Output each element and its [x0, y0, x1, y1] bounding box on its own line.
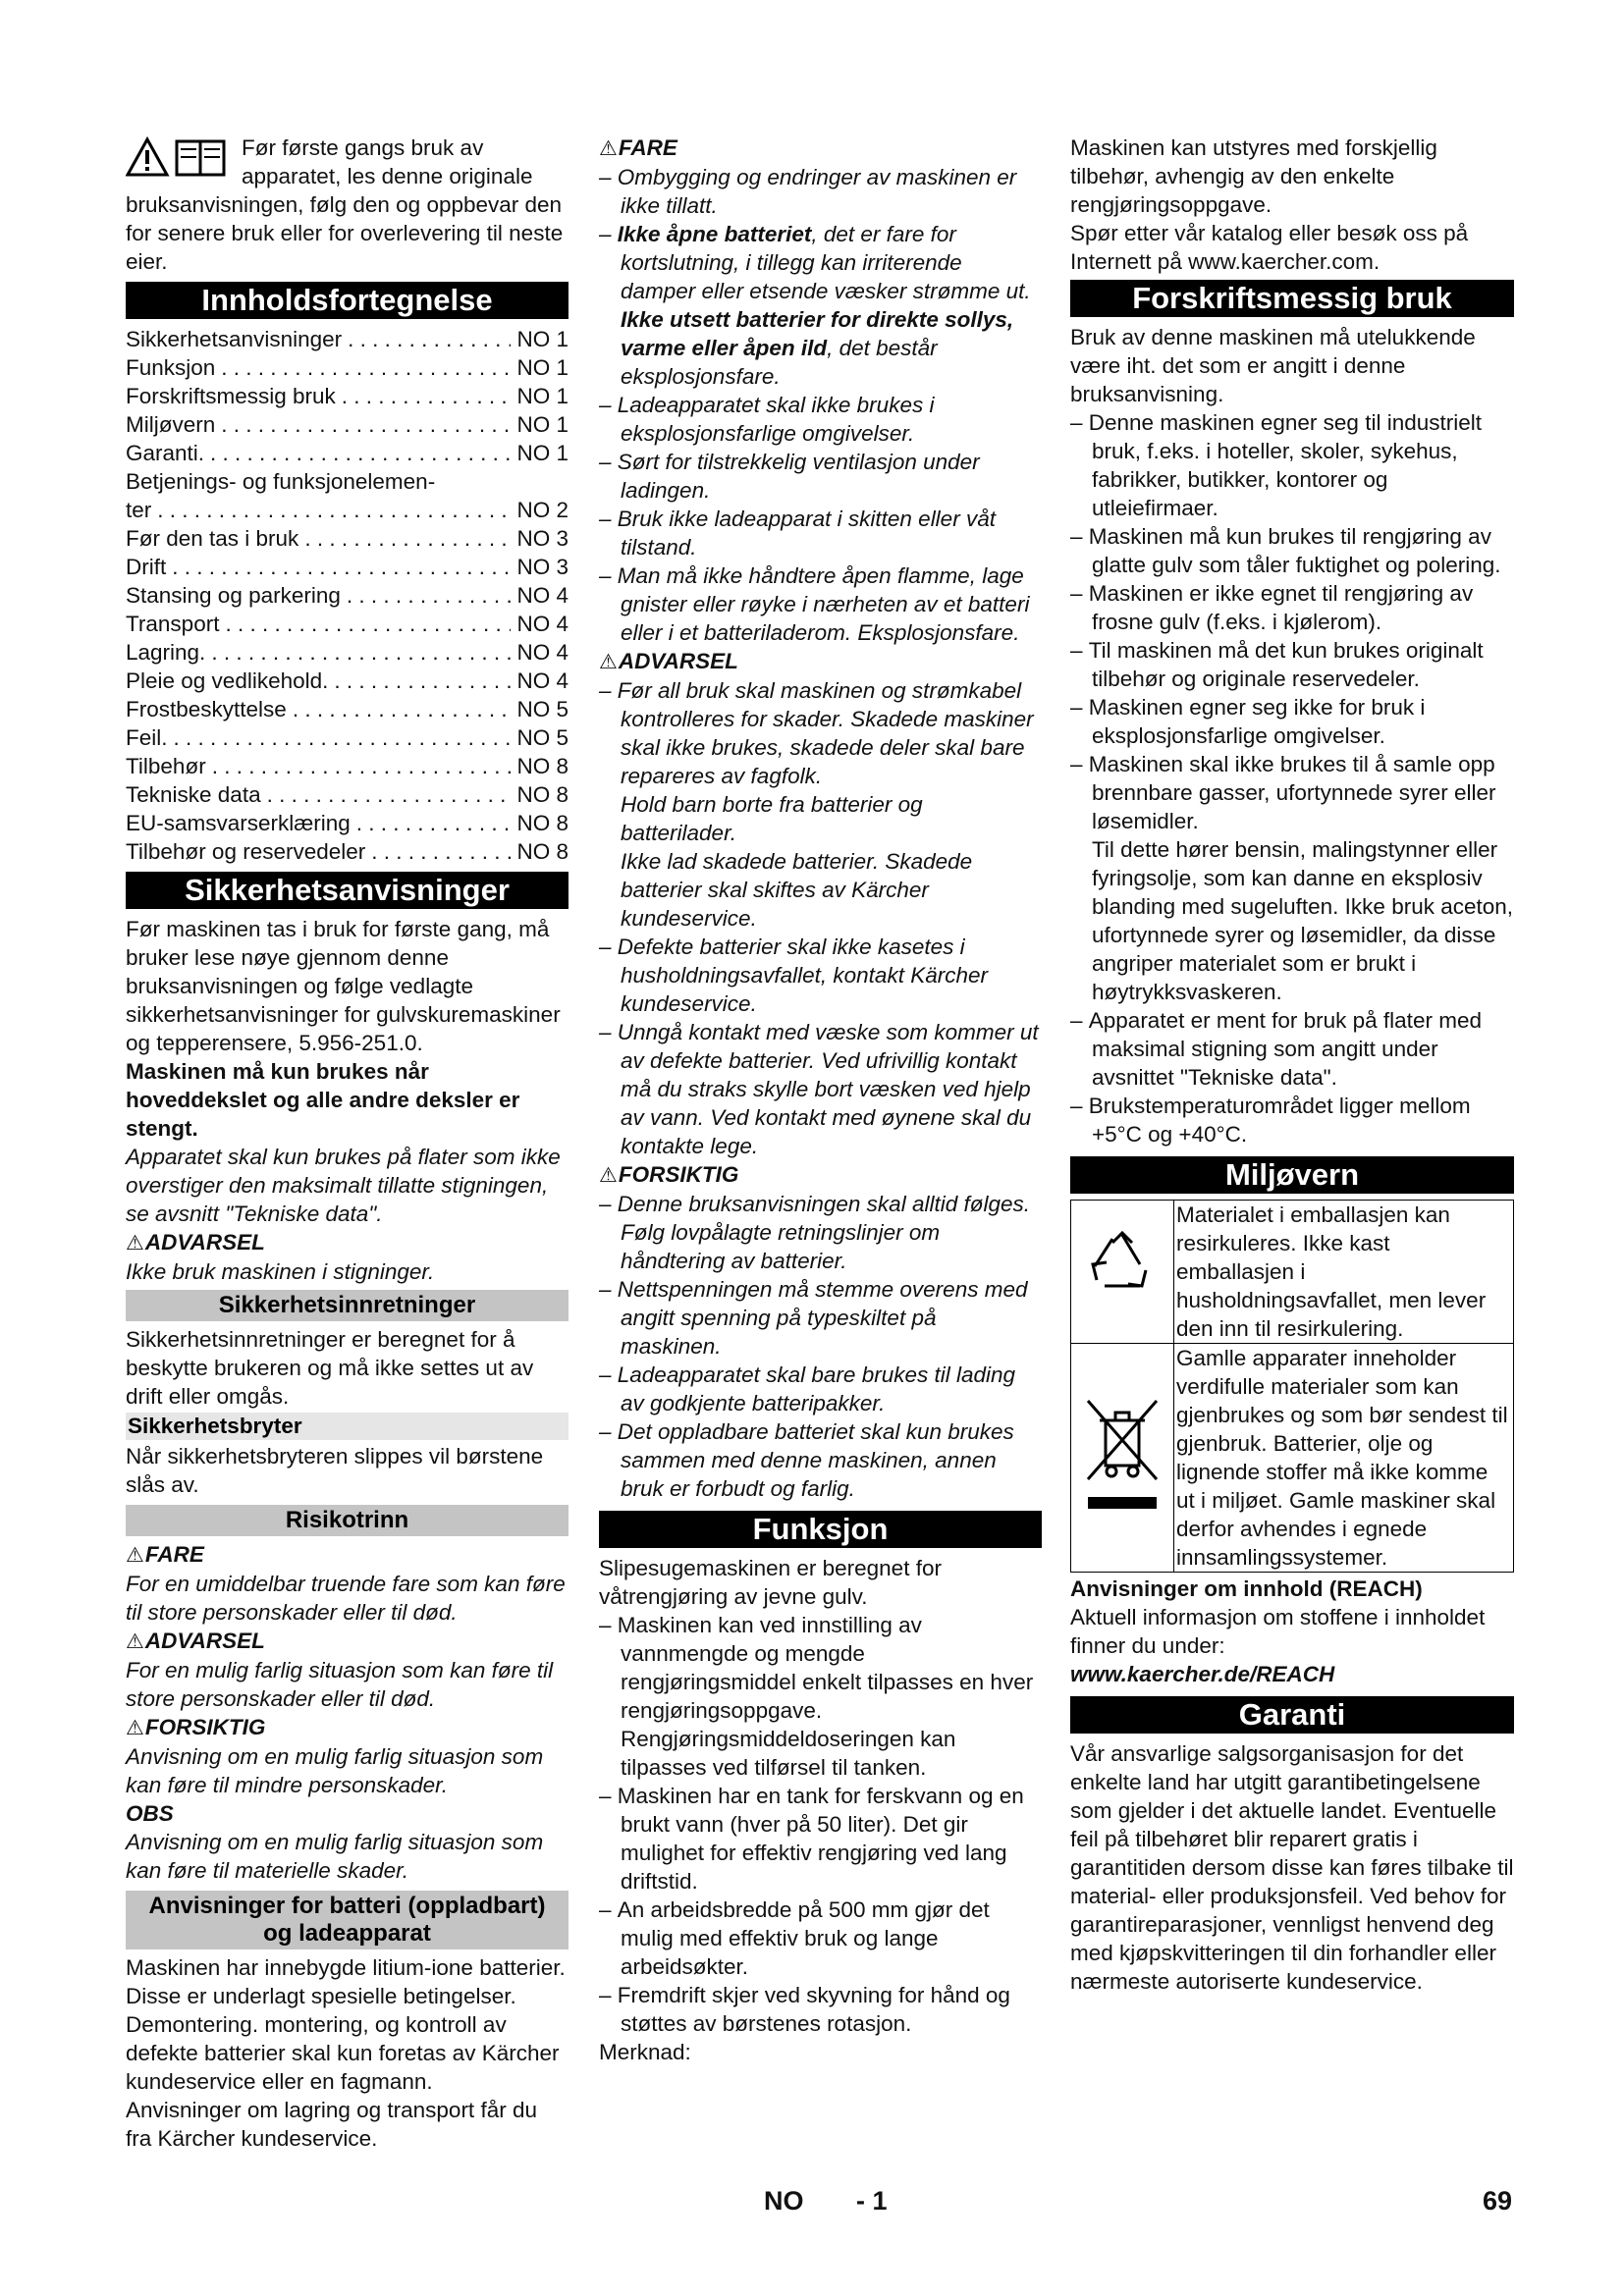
battery-title-line2: og ladeapparat [263, 1920, 431, 1947]
risk-text-obs: Anvisning om en mulig farlig situasjon som kan føre til materielle skader. [126, 1830, 544, 1883]
forsiktig-list [599, 1190, 1042, 1503]
fare-list [599, 163, 1042, 647]
toc-page: NO 1 [516, 441, 568, 465]
recycle-icon-cell [1071, 1201, 1174, 1344]
toc-page: NO 1 [516, 412, 568, 437]
toc-label: ter [126, 498, 152, 522]
list-item: – Nettspenningen må stemme overens med angitt spenning på typeskiltet på maskinen. [599, 1275, 1042, 1361]
use-item-5-extra: Til dette hører bensin, malingstynner eller fyringsolje, som kan danne en eksplosiv blanding med sugeluften. Ikke bruk aceton, ufortynnede syrer og løsemidler, da disse angriper materialet som er brukt i høytrykksvaskeren. [1092, 837, 1514, 1004]
list-item: – Brukstemperaturområdet ligger mellom +5°C og +40°C. [1070, 1092, 1514, 1148]
toc-page: NO 4 [516, 583, 568, 608]
toc-row[interactable] [126, 524, 568, 553]
bin-icon-cell [1071, 1344, 1174, 1573]
column-3 [1070, 133, 1514, 1996]
fare-label: ⚠ FARE [599, 133, 1042, 163]
battery-title [126, 1891, 568, 1949]
list-item: – Apparatet er ment for bruk på flater med maksimal stigning som angitt under avsnittet "Tekniske data". [1070, 1006, 1514, 1092]
battery-p2: Anvisninger om lagring og transport får du fra Kärcher kundeservice. [126, 2098, 537, 2151]
list-item: – Maskinen har en tank for ferskvann og en brukt vann (hver på 50 liter). Det gir mulighet for effektiv rengjøring ved lang driftstid. [599, 1782, 1042, 1896]
toc-leader [221, 410, 511, 439]
toc-label: Transport [126, 612, 220, 636]
toc-row[interactable] [126, 439, 568, 467]
toc-row[interactable] [126, 667, 568, 695]
toc-leader [211, 638, 511, 667]
toc-leader [212, 752, 512, 780]
column-2 [599, 133, 1042, 2066]
toc-leader [371, 837, 511, 866]
toc-label: Betjenings- og funksjonelemen- [126, 469, 436, 494]
toc-leader [293, 695, 512, 723]
toc-page: NO 8 [516, 782, 568, 807]
intro-text: Før første gangs bruk av apparatet, les denne originale bruksanvisningen, følg den og oppbevar den for senere bruk eller for overlevering til neste eier. [126, 135, 564, 274]
toc-label: Miljøvern [126, 412, 216, 437]
toc-label: Lagring. [126, 640, 206, 665]
list-item: – Sørt for tilstrekkelig ventilasjon under ladingen. [599, 448, 1042, 505]
adv-first: Før all bruk skal maskinen og strømkabel kontrolleres for skader. Skadede maskiner skal ikke brukes, skadede deler skal bare repareres av fagfolk. [617, 678, 1034, 788]
battery-p1: Maskinen har innebygde litium-ione batterier. Disse er underlagt spesielle betingelser. Demontering. montering, og kontroll av defekte batterier skal kun foretas av Kärcher kundeservice eller en fagmann. [126, 1955, 566, 2094]
funksjon-note: Merknad: [599, 2040, 691, 2064]
toc-leader [221, 353, 511, 382]
list-item: – Maskinen må kun brukes til rengjøring av glatte gulv som tåler fuktighet og polering. [1070, 522, 1514, 579]
toc-leader [348, 325, 511, 353]
safety-p2: Maskinen må kun brukes når hoveddekslet og alle andre deksler er stengt. [126, 1059, 520, 1141]
table-row [1071, 1344, 1514, 1573]
list-item: – Til maskinen må det kun brukes originalt tilbehør og originale reservedeler. [1070, 636, 1514, 693]
list-item: – Maskinen egner seg ikke for bruk i eksplosjonsfarlige omgivelser. [1070, 693, 1514, 750]
list-item: – Ombygging og endringer av maskinen er ikke tillatt. [599, 163, 1042, 220]
toc-label: Stansing og parkering [126, 583, 341, 608]
list-item: – Ladeapparatet skal bare brukes til lading av godkjente batteripakker. [599, 1361, 1042, 1417]
toc-leader [356, 809, 512, 837]
toc-row[interactable] [126, 410, 568, 439]
devices-title: Sikkerhetsinnretninger [126, 1290, 568, 1321]
risk-label-obs: OBS [126, 1801, 174, 1826]
toc-label: Forskriftsmessig bruk [126, 384, 336, 408]
toc-label: Garanti. [126, 441, 205, 465]
devices-text: Sikkerhetsinnretninger er beregnet for å beskytte brukeren og må ikke settes ut av drift eller omgås. [126, 1327, 534, 1409]
crossed-bin-icon [1078, 1391, 1166, 1519]
recycle-icon [1083, 1229, 1162, 1308]
risk-label-forsiktig: ⚠ FORSIKTIG [126, 1713, 568, 1742]
use-item-5: Maskinen skal ikke brukes til å samle opp brennbare gasser, ufortynnede syrer eller løsemidler. [1088, 752, 1496, 833]
use-list [1070, 408, 1514, 1148]
accessories-p1: Maskinen kan utstyres med forskjellig tilbehør, avhengig av den enkelte rengjøringsoppgave. [1070, 135, 1437, 217]
use-title: Forskriftsmessig bruk [1070, 280, 1514, 317]
toc-leader [334, 667, 511, 695]
funksjon-title: Funksjon [599, 1511, 1042, 1548]
risk-label-advarsel: ⚠ ADVARSEL [126, 1627, 568, 1656]
column-1 [126, 133, 568, 2153]
toc-page: NO 8 [516, 811, 568, 835]
toc-page: NO 8 [516, 754, 568, 778]
toc-row[interactable] [126, 382, 568, 410]
safety-warn-label: ⚠ ADVARSEL [126, 1228, 568, 1257]
fare-bold2-rest: , det består eksplosjonsfare. [621, 336, 938, 389]
page-number: 69 [1483, 2186, 1513, 2216]
toc-row[interactable] [126, 581, 568, 610]
battery-title-line1: Anvisninger for batteri (oppladbart) [148, 1893, 546, 1919]
env-table [1070, 1200, 1514, 1573]
toc-leader [174, 723, 512, 752]
fare-bold2: Ikke utsett batterier for direkte sollys, varme eller åpen ild [621, 307, 1014, 360]
list-item: – Maskinen er ikke egnet til rengjøring av frosne gulv (f.eks. i kjølerom). [1070, 579, 1514, 636]
toc-leader [157, 496, 511, 524]
toc-page: NO 4 [516, 612, 568, 636]
toc-leader [225, 610, 511, 638]
risk-title: Risikotrinn [126, 1505, 568, 1536]
list-item: – Denne bruksanvisningen skal alltid følges. Følg lovpålagte retningslinjer om håndtering av batterier. [599, 1190, 1042, 1275]
list-item [1070, 750, 1514, 1006]
env-row1: Materialet i emballasjen kan resirkuleres. Ikke kast emballasjen i husholdningsavfallet, men lever den inn til resirkulering. [1174, 1201, 1514, 1344]
toc-label: Pleie og vedlikehold. [126, 668, 329, 693]
toc-leader [304, 524, 511, 553]
adv-first-c: Ikke lad skadede batterier. Skadede batterier skal skiftes av Kärcher kundeservice. [621, 849, 973, 931]
fare-bold-rest: , det er fare for kortslutning, i tillegg kan irriterende damper eller etsende væsker strømme ut. [621, 222, 1031, 303]
toc-label: Frostbeskyttelse [126, 697, 287, 721]
switch-title: Sikkerhetsbryter [126, 1413, 568, 1440]
toc-page: NO 3 [516, 526, 568, 551]
func-item-0-extra: Rengjøringsmiddeldoseringen kan tilpasses ved tilførsel til tanken. [621, 1727, 956, 1780]
toc-row[interactable] [126, 638, 568, 667]
list-item: – Fremdrift skjer ved skyvning for hånd og støttes av børstenes rotasjon. [599, 1981, 1042, 2038]
funksjon-p: Slipesugemaskinen er beregnet for våtrengjøring av jevne gulv. [599, 1556, 942, 1609]
toc-row[interactable] [126, 695, 568, 723]
toc-leader [267, 780, 512, 809]
toc-leader [210, 439, 511, 467]
toc-row[interactable] [126, 553, 568, 581]
list-item: – Denne maskinen egner seg til industrielt bruk, f.eks. i hoteller, skoler, sykehus, fabrikker, butikker, kontorer og utleiefirmaer. [1070, 408, 1514, 522]
advarsel-list [599, 676, 1042, 1160]
toc-label: Tekniske data [126, 782, 261, 807]
list-item: – Ladeapparatet skal ikke brukes i eksplosjonsfarlige omgivelser. [599, 391, 1042, 448]
warning-manual-icon [126, 135, 236, 179]
toc-page: NO 4 [516, 640, 568, 665]
risk-label-fare: ⚠ FARE [126, 1540, 568, 1570]
use-p: Bruk av denne maskinen må utelukkende være iht. det som er angitt i denne bruksanvisning. [1070, 325, 1476, 406]
accessories-p2: Spør etter vår katalog eller besøk oss på Internett på www.kaercher.com. [1070, 221, 1469, 274]
intro [126, 133, 568, 276]
list-item: – An arbeidsbredde på 500 mm gjør det mulig med effektiv bruk og lange arbeidsøkter. [599, 1896, 1042, 1981]
toc-label: Tilbehør og reservedeler [126, 839, 366, 864]
list-item: – Bruk ikke ladeapparat i skitten eller våt tilstand. [599, 505, 1042, 561]
toc-page: NO 4 [516, 668, 568, 693]
toc-row[interactable] [126, 325, 568, 353]
safety-p3: Apparatet skal kun brukes på flater som ikke overstiger den maksimalt tillatte stigningen, se avsnitt "Tekniske data". [126, 1145, 561, 1226]
funksjon-list [599, 1611, 1042, 2038]
toc-row[interactable] [126, 780, 568, 809]
reach-url[interactable]: www.kaercher.de/REACH [1070, 1662, 1335, 1686]
toc-page: NO 5 [516, 697, 568, 721]
toc-row[interactable] [126, 809, 568, 837]
toc-page: NO 1 [516, 355, 568, 380]
toc-page: NO 3 [516, 555, 568, 579]
list-item [599, 1611, 1042, 1782]
list-item: – Defekte batterier skal ikke kasetes i husholdningsavfallet, kontakt Kärcher kundeservice. [599, 933, 1042, 1018]
table-row [1071, 1201, 1514, 1344]
risk-text-forsiktig: Anvisning om en mulig farlig situasjon som kan føre til mindre personskader. [126, 1744, 544, 1797]
list-item [599, 676, 1042, 933]
toc-title: Innholdsfortegnelse [126, 282, 568, 319]
toc-leader [347, 581, 512, 610]
env-title: Miljøvern [1070, 1156, 1514, 1194]
safety-title: Sikkerhetsanvisninger [126, 872, 568, 909]
toc-row[interactable] [126, 496, 568, 524]
list-item: – Det oppladbare batteriet skal kun brukes sammen med denne maskinen, annen bruk er forbudt og farlig. [599, 1417, 1042, 1503]
toc-row[interactable] [126, 723, 568, 752]
toc-label: Sikkerhetsanvisninger [126, 327, 343, 351]
toc-page: NO 5 [516, 725, 568, 750]
garanti-title: Garanti [1070, 1696, 1514, 1734]
toc-label: Tilbehør [126, 754, 206, 778]
list-item: – Unngå kontakt med væske som kommer ut av defekte batterier. Ved ufrivillig kontakt må du straks skylle bort væsken ved hjelp av vann. Ved kontakt med øynene skal du kontakte lege. [599, 1018, 1042, 1160]
risk-text-advarsel: For en mulig farlig situasjon som kan føre til store personskader eller til død. [126, 1658, 554, 1711]
func-item-0: Maskinen kan ved innstilling av vannmengde og mengde rengjøringsmiddel enkelt tilpasses en hver rengjøringsoppgave. [617, 1613, 1034, 1723]
footer-lang: NO [764, 2186, 804, 2216]
risk-text-fare: For en umiddelbar truende fare som kan føre til store personskader eller til død. [126, 1572, 566, 1625]
toc-leader [342, 382, 512, 410]
toc-row[interactable] [126, 353, 568, 382]
safety-p1: Før maskinen tas i bruk for første gang, må bruker lese nøye gjennom denne bruksanvisningen og følge vedlagte sikkerhetsanvisninger for gulvskuremaskiner og tepperensere, 5.956-251.0. [126, 917, 561, 1055]
toc-label: EU-samsvarserklæring [126, 811, 351, 835]
toc-page: NO 2 [516, 498, 568, 522]
list-item [599, 220, 1042, 391]
toc-label: Før den tas i bruk [126, 526, 299, 551]
forsiktig-label: ⚠ FORSIKTIG [599, 1160, 1042, 1190]
toc-page: NO 8 [516, 839, 568, 864]
toc-row[interactable] [126, 837, 568, 866]
adv-first-b: Hold barn borte fra batterier og batterilader. [621, 792, 923, 845]
toc-page: NO 1 [516, 327, 568, 351]
safety-warn-text: Ikke bruk maskinen i stigninger. [126, 1259, 435, 1284]
reach-title: Anvisninger om innhold (REACH) [1070, 1576, 1423, 1601]
toc-row[interactable] [126, 752, 568, 780]
toc-leader [172, 553, 511, 581]
advarsel-label: ⚠ ADVARSEL [599, 647, 1042, 676]
toc-page: NO 1 [516, 384, 568, 408]
switch-text: Når sikkerhetsbryteren slippes vil børstene slås av. [126, 1444, 544, 1497]
env-row2: Gamlle apparater inneholder verdifulle materialer som kan gjenbrukes og som bør sendest til gjenbruk. Batterier, olje og lignende stoffer må ikke komme ut i miljøet. Gamle maskiner skal derfor avhendes i egnede innsamlingssystemer. [1174, 1344, 1514, 1573]
list-item: – Man må ikke håndtere åpen flamme, lage gnister eller røyke i nærheten av et batteri eller i et batteriladerom. Eksplosjonsfare. [599, 561, 1042, 647]
toc-label: Feil. [126, 725, 168, 750]
toc-label: Drift [126, 555, 167, 579]
garanti-text: Vår ansvarlige salgsorganisasjon for det enkelte land har utgitt garantibetingelsene som gjelder i det aktuelle landet. Eventuelle feil på tilbehøret blir reparert gratis i garantitiden dersom disse kan føres tilbake til material- eller produksjonsfeil. Ved behov for garantireparasjoner, vennligst henvend deg med kjøpskvitteringen til din forhandler eller nærmeste autoriserte kundeservice. [1070, 1741, 1514, 1994]
fare-bold-lead: Ikke åpne batteriet [617, 222, 812, 246]
footer-section: - 1 [856, 2186, 888, 2216]
toc-label: Funksjon [126, 355, 216, 380]
toc-row[interactable] [126, 610, 568, 638]
table-of-contents [126, 325, 568, 866]
reach-text: Aktuell informasjon om stoffene i innholdet finner du under: [1070, 1605, 1486, 1658]
toc-row[interactable] [126, 467, 568, 496]
